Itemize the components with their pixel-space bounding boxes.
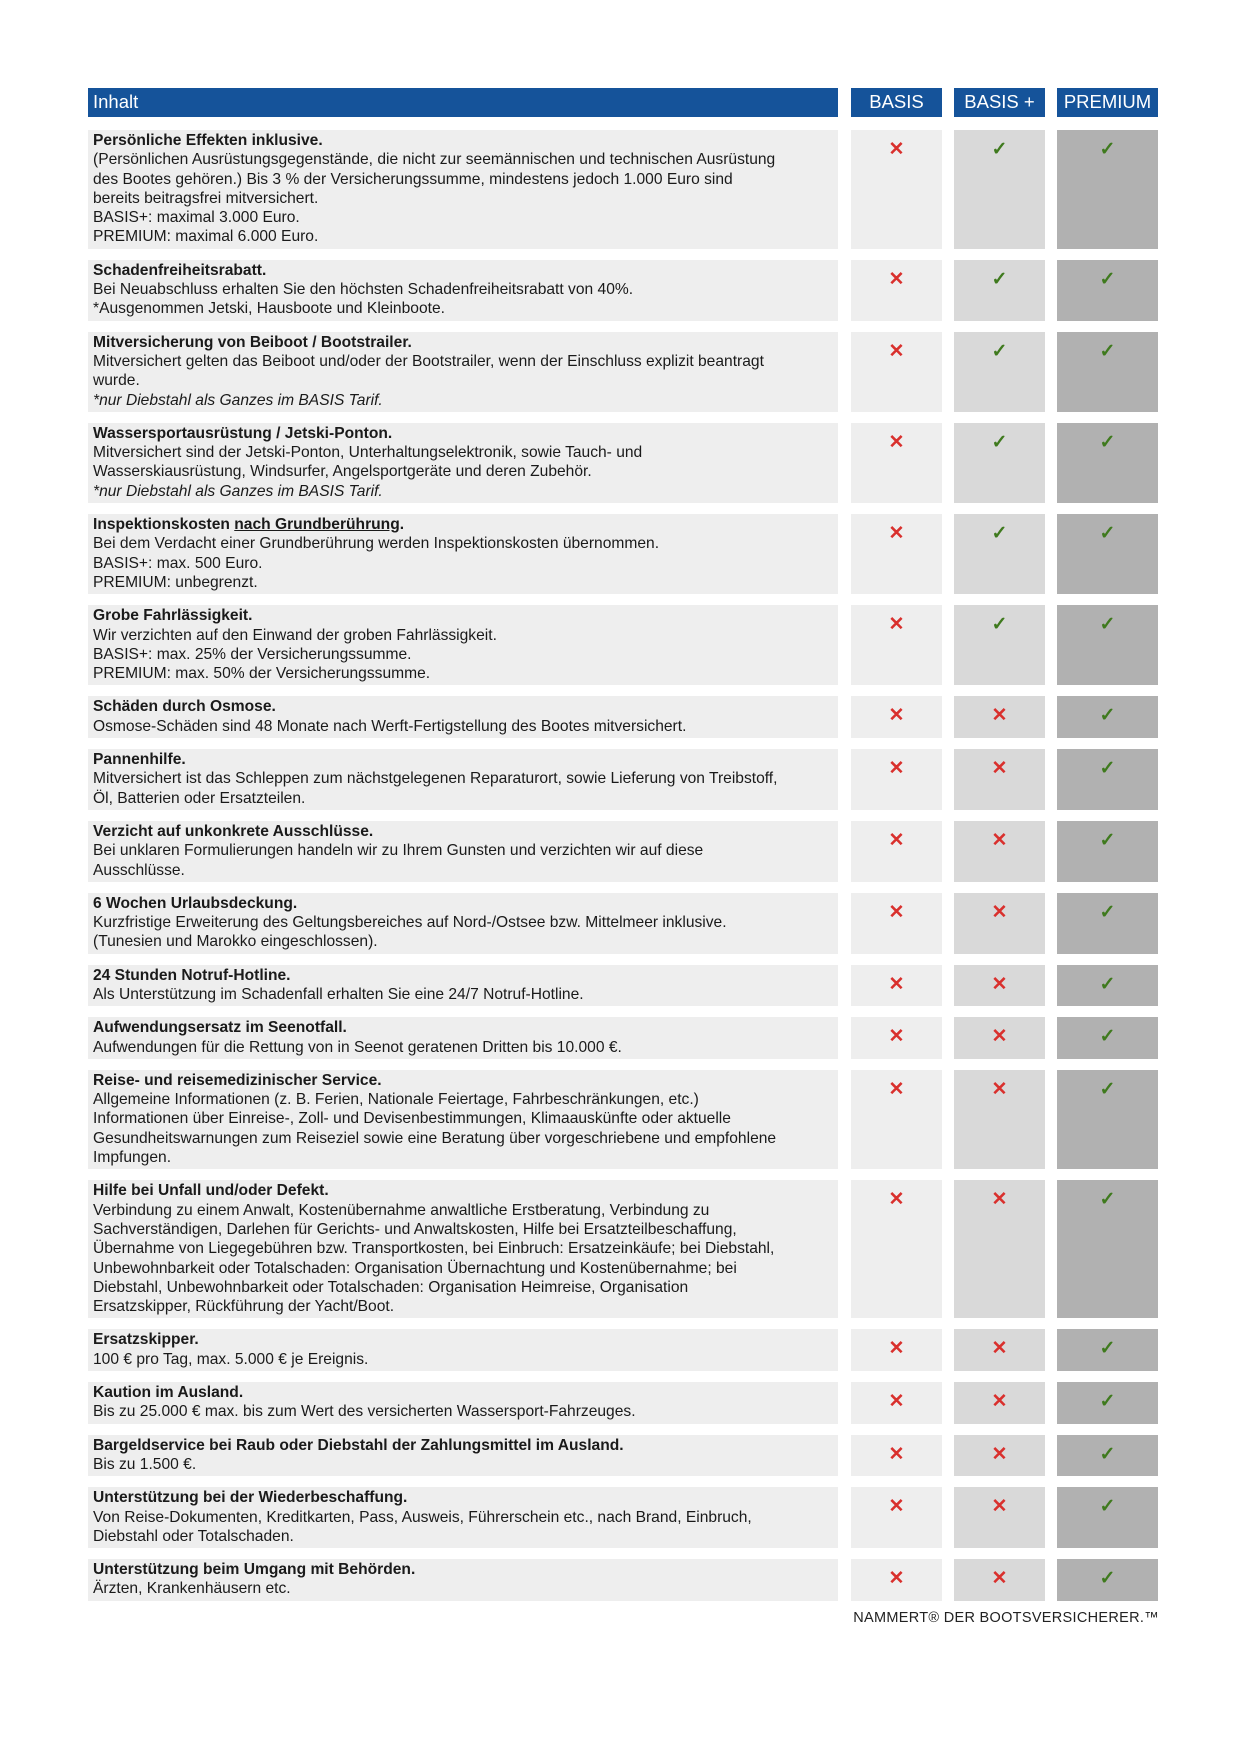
cross-icon: ✕: [888, 614, 905, 636]
basis-cell: [851, 749, 942, 810]
table-row: [88, 749, 1159, 810]
basis-plus-cell: [954, 423, 1045, 503]
basis-plus-cell: [954, 965, 1045, 1007]
row-text: (Persönlichen Ausrüstungsgegenstände, die nicht zur seemännischen und technischen Ausrüstung: [93, 151, 776, 169]
basis-plus-cell: [954, 1180, 1045, 1318]
cross-icon: ✕: [888, 431, 905, 453]
table-row: [88, 332, 1159, 412]
row-content: [88, 821, 838, 882]
cross-icon: ✕: [888, 1189, 905, 1211]
check-icon: ✓: [1099, 901, 1116, 923]
premium-cell: [1057, 260, 1158, 321]
basis-cell: [851, 1559, 942, 1601]
cross-icon: ✕: [888, 139, 905, 160]
row-content: [88, 1382, 838, 1424]
table-row: [88, 965, 1159, 1007]
row-text: Informationen über Einreise-, Zoll- und Devisenbestimmungen, Klimaauskünfte oder aktuelle: [93, 1110, 731, 1128]
cross-icon: ✕: [991, 1391, 1008, 1413]
cross-icon: ✕: [991, 1496, 1008, 1518]
row-title: Schäden durch Osmose.: [93, 698, 276, 716]
cross-icon: ✕: [991, 705, 1008, 727]
check-icon: ✓: [991, 340, 1008, 362]
premium-cell: [1057, 1180, 1158, 1318]
basis-cell: [851, 332, 942, 412]
cross-icon: ✕: [991, 1568, 1008, 1590]
premium-cell: [1057, 893, 1158, 954]
row-text: BASIS+: max. 500 Euro.: [93, 554, 263, 572]
row-note: *nur Diebstahl als Ganzes im BASIS Tarif.: [93, 482, 383, 500]
table-row: [88, 1017, 1159, 1059]
cross-icon: ✕: [991, 901, 1008, 923]
row-title: Schadenfreiheitsrabatt.: [93, 261, 267, 279]
basis-plus-cell: [954, 1017, 1045, 1059]
check-icon: ✓: [1099, 1189, 1116, 1211]
check-icon: ✓: [1099, 614, 1116, 636]
row-text: Osmose-Schäden sind 48 Monate nach Werft-Fertigstellung des Bootes mitversichert.: [93, 717, 687, 735]
check-icon: ✓: [991, 139, 1008, 160]
row-content: [88, 1435, 838, 1477]
cross-icon: ✕: [991, 973, 1008, 995]
row-text: PREMIUM: maximal 6.000 Euro.: [93, 228, 319, 246]
row-text: 100 € pro Tag, max. 5.000 € je Ereignis.: [93, 1350, 369, 1368]
row-text: BASIS+: maximal 3.000 Euro.: [93, 209, 300, 227]
row-text: Wir verzichten auf den Einwand der groben Fahrlässigkeit.: [93, 626, 497, 644]
row-text: Allgemeine Informationen (z. B. Ferien, Nationale Feiertage, Fahrbeschränkungen, etc.): [93, 1091, 699, 1109]
check-icon: ✓: [1099, 1568, 1116, 1590]
basis-plus-cell: [954, 821, 1045, 882]
basis-plus-cell: [954, 1435, 1045, 1477]
row-title: [93, 515, 833, 534]
row-title: Pannenhilfe.: [93, 751, 186, 769]
row-text: Mitversichert sind der Jetski-Ponton, Unterhaltungselektronik, sowie Tauch- und: [93, 444, 643, 462]
cross-icon: ✕: [888, 1026, 905, 1048]
row-text: Bei dem Verdacht einer Grundberührung werden Inspektionskosten übernommen.: [93, 535, 660, 553]
cross-icon: ✕: [888, 1443, 905, 1465]
cross-icon: ✕: [888, 1391, 905, 1413]
table-row: [88, 1487, 1159, 1548]
premium-cell: [1057, 423, 1158, 503]
check-icon: ✓: [1099, 268, 1116, 290]
basis-plus-cell: [954, 605, 1045, 685]
basis-plus-cell: [954, 1487, 1045, 1548]
row-text: Ausschlüsse.: [93, 861, 185, 879]
cross-icon: ✕: [991, 829, 1008, 851]
table-header: [88, 88, 1159, 117]
cross-icon: ✕: [991, 1338, 1008, 1360]
row-text: Unbewohnbarkeit oder Totalschaden: Organisation Übernachtung und Kostenübernahme; bei: [93, 1259, 737, 1277]
row-text: Bis zu 25.000 € max. bis zum Wert des versicherten Wassersport-Fahrzeuges.: [93, 1403, 636, 1421]
table-row: [88, 130, 1159, 249]
table-row: [88, 1559, 1159, 1601]
row-text: Mitversichert gelten das Beiboot und/oder der Bootstrailer, wenn der Einschluss explizit beantragt: [93, 352, 764, 370]
check-icon: ✓: [1099, 1078, 1116, 1100]
premium-cell: [1057, 1017, 1158, 1059]
row-text: wurde.: [93, 372, 140, 390]
table-row: [88, 1382, 1159, 1424]
cross-icon: ✕: [991, 1026, 1008, 1048]
premium-cell: [1057, 1487, 1158, 1548]
row-title: Wassersportausrüstung / Jetski-Ponton.: [93, 424, 393, 442]
basis-cell: [851, 1329, 942, 1371]
cross-icon: ✕: [888, 523, 905, 545]
row-title: Unterstützung bei der Wiederbeschaffung.: [93, 1489, 408, 1507]
row-text: Bis zu 1.500 €.: [93, 1455, 197, 1473]
row-content: [88, 1329, 838, 1371]
cross-icon: ✕: [888, 340, 905, 362]
row-text: BASIS+: max. 25% der Versicherungssumme.: [93, 645, 412, 663]
table-row: [88, 605, 1159, 685]
check-icon: ✓: [1099, 1496, 1116, 1518]
row-text: des Bootes gehören.) Bis 3 % der Versicherungssumme, mindestens jedoch 1.000 Euro sind: [93, 170, 733, 188]
cross-icon: ✕: [991, 1189, 1008, 1211]
cross-icon: ✕: [888, 829, 905, 851]
header-basis-plus: BASIS +: [954, 88, 1045, 117]
header-content: Inhalt: [88, 88, 838, 117]
row-content: [88, 893, 838, 954]
basis-plus-cell: [954, 893, 1045, 954]
basis-plus-cell: [954, 260, 1045, 321]
table-row: [88, 893, 1159, 954]
basis-cell: [851, 605, 942, 685]
row-text: Impfungen.: [93, 1149, 172, 1167]
basis-cell: [851, 1180, 942, 1318]
row-content: [88, 332, 838, 412]
row-content: [88, 696, 838, 738]
basis-cell: [851, 1382, 942, 1424]
row-text: Von Reise-Dokumenten, Kreditkarten, Pass, Ausweis, Führerschein etc., nach Brand, Einbruch,: [93, 1508, 752, 1526]
premium-cell: [1057, 1559, 1158, 1601]
row-title-underlined: nach Grundberührung: [234, 516, 400, 534]
row-content: [88, 965, 838, 1007]
row-title: Mitversicherung von Beiboot / Bootstrailer.: [93, 333, 412, 351]
check-icon: ✓: [1099, 431, 1116, 453]
cross-icon: ✕: [888, 705, 905, 727]
check-icon: ✓: [1099, 758, 1116, 780]
basis-cell: [851, 965, 942, 1007]
row-text: (Tunesien und Marokko eingeschlossen).: [93, 933, 378, 951]
cross-icon: ✕: [888, 1568, 905, 1590]
table-row: [88, 1329, 1159, 1371]
row-content: [88, 130, 838, 249]
check-icon: ✓: [1099, 523, 1116, 545]
basis-cell: [851, 260, 942, 321]
row-content: [88, 1070, 838, 1169]
row-title: Aufwendungsersatz im Seenotfall.: [93, 1019, 347, 1037]
row-note: *nur Diebstahl als Ganzes im BASIS Tarif.: [93, 391, 383, 409]
row-text: Ersatzskipper, Rückführung der Yacht/Boot.: [93, 1298, 395, 1316]
premium-cell: [1057, 821, 1158, 882]
header-basis: BASIS: [851, 88, 942, 117]
row-text: Als Unterstützung im Schadenfall erhalten Sie eine 24/7 Notruf-Hotline.: [93, 985, 584, 1003]
table-row: [88, 696, 1159, 738]
row-title: Kaution im Ausland.: [93, 1384, 244, 1402]
premium-cell: [1057, 514, 1158, 594]
cross-icon: ✕: [991, 1443, 1008, 1465]
cross-icon: ✕: [888, 901, 905, 923]
cross-icon: ✕: [888, 758, 905, 780]
check-icon: ✓: [991, 523, 1008, 545]
check-icon: ✓: [991, 614, 1008, 636]
row-title: Ersatzskipper.: [93, 1331, 199, 1349]
row-title: Unterstützung beim Umgang mit Behörden.: [93, 1561, 416, 1579]
basis-cell: [851, 514, 942, 594]
comparison-table: [88, 88, 1159, 1612]
row-content: [88, 605, 838, 685]
basis-cell: [851, 1070, 942, 1169]
row-title: Bargeldservice bei Raub oder Diebstahl der Zahlungsmittel im Ausland.: [93, 1436, 624, 1454]
check-icon: ✓: [1099, 340, 1116, 362]
row-content: [88, 1017, 838, 1059]
basis-plus-cell: [954, 1070, 1045, 1169]
row-text: Kurzfristige Erweiterung des Geltungsbereiches auf Nord-/Ostsee bzw. Mittelmeer inklusive.: [93, 914, 727, 932]
premium-cell: [1057, 605, 1158, 685]
table-row: [88, 1070, 1159, 1169]
table-row: [88, 1435, 1159, 1477]
premium-cell: [1057, 332, 1158, 412]
row-content: [88, 1180, 838, 1318]
check-icon: ✓: [1099, 1338, 1116, 1360]
basis-cell: [851, 1017, 942, 1059]
row-text: Diebstahl, Unbewohnbarkeit oder Totalschaden: Organisation Heimreise, Organisation: [93, 1278, 689, 1296]
premium-cell: [1057, 1435, 1158, 1477]
header-premium: PREMIUM: [1057, 88, 1158, 117]
basis-cell: [851, 423, 942, 503]
basis-plus-cell: [954, 130, 1045, 249]
table-row: [88, 423, 1159, 503]
premium-cell: [1057, 1329, 1158, 1371]
row-content: [88, 514, 838, 594]
check-icon: ✓: [1099, 1026, 1116, 1048]
row-content: [88, 423, 838, 503]
basis-plus-cell: [954, 332, 1045, 412]
row-title: Grobe Fahrlässigkeit.: [93, 607, 253, 625]
basis-cell: [851, 1487, 942, 1548]
basis-plus-cell: [954, 696, 1045, 738]
basis-plus-cell: [954, 749, 1045, 810]
row-text: Ärzten, Krankenhäusern etc.: [93, 1580, 291, 1598]
row-text: PREMIUM: max. 50% der Versicherungssumme.: [93, 665, 431, 683]
basis-cell: [851, 130, 942, 249]
premium-cell: [1057, 130, 1158, 249]
row-text: Öl, Batterien oder Ersatzteilen.: [93, 789, 306, 807]
check-icon: ✓: [1099, 705, 1116, 727]
check-icon: ✓: [1099, 973, 1116, 995]
row-title-part: Inspektionskosten: [93, 516, 235, 534]
premium-cell: [1057, 749, 1158, 810]
row-title: 6 Wochen Urlaubsdeckung.: [93, 894, 298, 912]
row-title: Persönliche Effekten inklusive.: [93, 132, 323, 149]
check-icon: ✓: [1099, 139, 1116, 160]
row-text: Aufwendungen für die Rettung von in Seenot geratenen Dritten bis 10.000 €.: [93, 1038, 622, 1056]
row-title: 24 Stunden Notruf-Hotline.: [93, 966, 291, 984]
row-text: Bei unklaren Formulierungen handeln wir zu Ihrem Gunsten und verzichten wir auf diese: [93, 842, 704, 860]
basis-plus-cell: [954, 1329, 1045, 1371]
basis-cell: [851, 893, 942, 954]
premium-cell: [1057, 1382, 1158, 1424]
cross-icon: ✕: [888, 1078, 905, 1100]
cross-icon: ✕: [888, 268, 905, 290]
table-row: [88, 821, 1159, 882]
row-text: Bei Neuabschluss erhalten Sie den höchsten Schadenfreiheitsrabatt von 40%.: [93, 281, 634, 299]
row-text: Sachverständigen, Darlehen für Gerichts- und Anwaltskosten, Hilfe bei Ersatzteilbeschaffung,: [93, 1220, 737, 1238]
row-content: [88, 749, 838, 810]
cross-icon: ✕: [991, 758, 1008, 780]
cross-icon: ✕: [991, 1078, 1008, 1100]
check-icon: ✓: [991, 268, 1008, 290]
premium-cell: [1057, 696, 1158, 738]
check-icon: ✓: [1099, 1391, 1116, 1413]
check-icon: ✓: [991, 431, 1008, 453]
basis-cell: [851, 1435, 942, 1477]
row-title: Reise- und reisemedizinischer Service.: [93, 1071, 382, 1089]
row-text: Mitversichert ist das Schleppen zum nächstgelegenen Reparaturort, sowie Lieferung von Treibstoff,: [93, 770, 778, 788]
table-row: [88, 1180, 1159, 1318]
check-icon: ✓: [1099, 1443, 1116, 1465]
cross-icon: ✕: [888, 1496, 905, 1518]
row-text: Verbindung zu einem Anwalt, Kostenübernahme anwaltliche Erstberatung, Verbindung zu: [93, 1201, 710, 1219]
row-text: *Ausgenommen Jetski, Hausboote und Kleinboote.: [93, 300, 445, 318]
row-title: Hilfe bei Unfall und/oder Defekt.: [93, 1182, 329, 1200]
row-text: Gesundheitswarnungen zum Reiseziel sowie eine Beratung über vorgeschriebene und empfohlene: [93, 1129, 777, 1147]
table-row: [88, 260, 1159, 321]
check-icon: ✓: [1099, 829, 1116, 851]
basis-plus-cell: [954, 1559, 1045, 1601]
row-title-part: .: [399, 516, 405, 534]
row-text: Diebstahl oder Totalschaden.: [93, 1527, 294, 1545]
basis-cell: [851, 821, 942, 882]
row-content: [88, 1487, 838, 1548]
premium-cell: [1057, 1070, 1158, 1169]
table-row: [88, 514, 1159, 594]
cross-icon: ✕: [888, 1338, 905, 1360]
cross-icon: ✕: [888, 973, 905, 995]
premium-cell: [1057, 965, 1158, 1007]
basis-cell: [851, 696, 942, 738]
row-content: [88, 1559, 838, 1601]
basis-plus-cell: [954, 514, 1045, 594]
row-text: Wasserskiausrüstung, Windsurfer, Angelsportgeräte und deren Zubehör.: [93, 463, 592, 481]
row-text: PREMIUM: unbegrenzt.: [93, 573, 258, 591]
footer-brand: NAMMERT® DER BOOTSVERSICHERER.™: [853, 1610, 1159, 1626]
row-text: Übernahme von Liegegebühren bzw. Transportkosten, bei Einbruch: Ersatzeinkäufe; bei Diebstahl,: [93, 1240, 775, 1258]
row-text: bereits beitragsfrei mitversichert.: [93, 189, 319, 207]
basis-plus-cell: [954, 1382, 1045, 1424]
row-content: [88, 260, 838, 321]
row-title: Verzicht auf unkonkrete Ausschlüsse.: [93, 822, 374, 840]
